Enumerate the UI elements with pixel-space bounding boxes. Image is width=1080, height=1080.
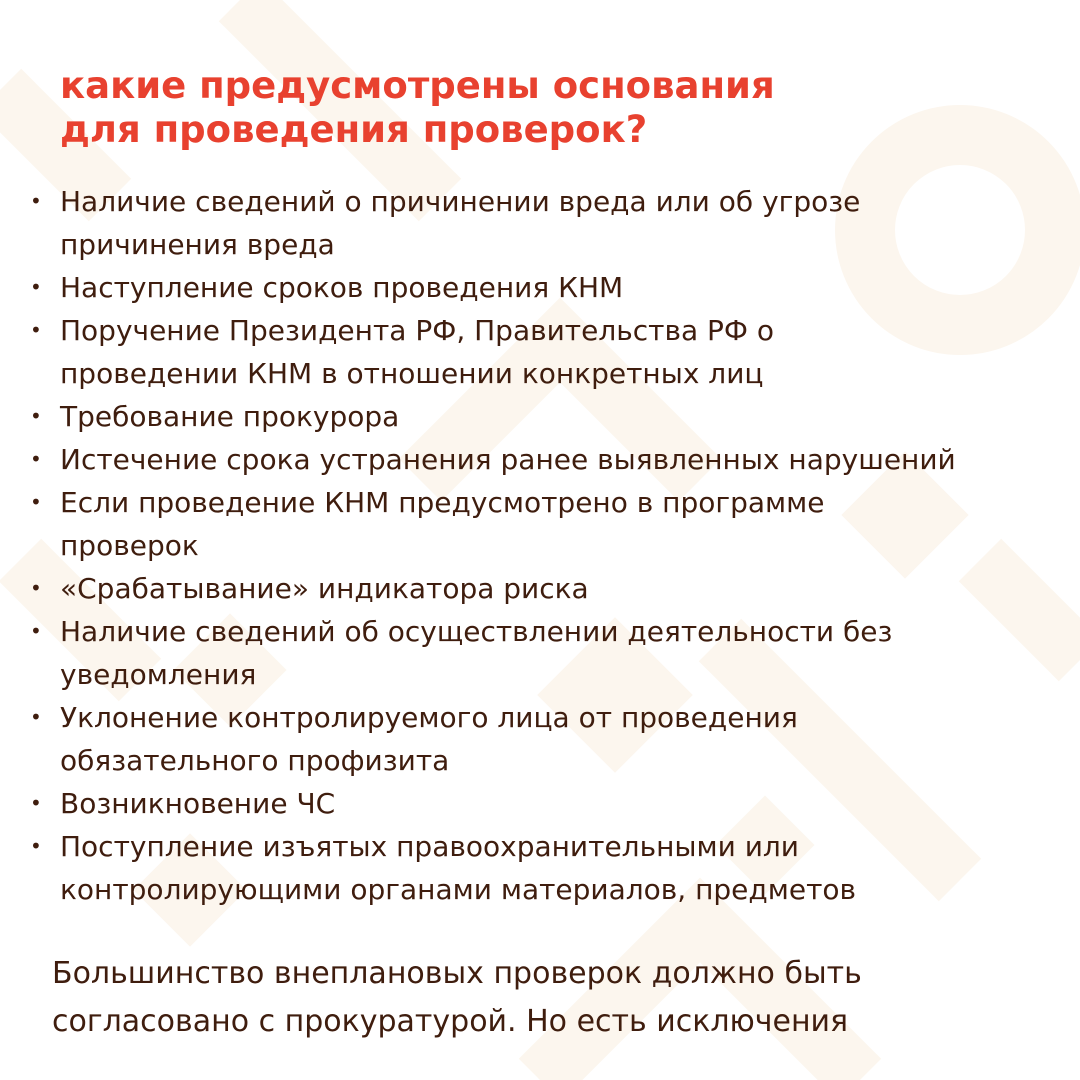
bullet-icon: • bbox=[30, 275, 42, 299]
list-item bbox=[0, 567, 1060, 610]
list-item-text: Наступление сроков проведения КНМ bbox=[60, 271, 624, 304]
list-item-text: Если проведение КНМ предусмотрено в программе bbox=[60, 486, 825, 519]
list-item-text: контролирующими органами материалов, предметов bbox=[60, 873, 857, 906]
list-item bbox=[0, 395, 1060, 438]
list-item bbox=[0, 481, 1060, 567]
list-item-text: «Срабатывание» индикатора риска bbox=[60, 572, 589, 605]
bullet-icon: • bbox=[30, 791, 42, 815]
bullet-icon: • bbox=[30, 447, 42, 471]
list-item-text: Поступление изъятых правоохранительными или bbox=[60, 830, 799, 863]
title-line: какие предусмотрены основания bbox=[60, 64, 775, 107]
list-item bbox=[0, 782, 1060, 825]
list-item-text: Требование прокурора bbox=[60, 400, 400, 433]
bullet-icon: • bbox=[30, 490, 42, 514]
list-item bbox=[0, 825, 1060, 911]
list-item-text: уведомления bbox=[60, 658, 257, 691]
footer-line: Большинство внеплановых проверок должно быть bbox=[52, 956, 862, 991]
list-item-text: Наличие сведений о причинении вреда или об угрозе bbox=[60, 185, 861, 218]
list-item bbox=[0, 610, 1060, 696]
title-line: для проведения проверок? bbox=[60, 108, 648, 151]
bullet-icon: • bbox=[30, 318, 42, 342]
list-item-text: проверок bbox=[60, 529, 199, 562]
footer-note bbox=[52, 950, 1052, 1046]
list-item-text: Истечение срока устранения ранее выявленных нарушений bbox=[60, 443, 956, 476]
list-item-text: причинения вреда bbox=[60, 228, 335, 261]
list-item-text: проведении КНМ в отношении конкретных лиц bbox=[60, 357, 764, 390]
page-title bbox=[60, 64, 1020, 152]
bullet-icon: • bbox=[30, 576, 42, 600]
list-item-text: Наличие сведений об осуществлении деятельности без bbox=[60, 615, 893, 648]
bullet-icon: • bbox=[30, 705, 42, 729]
footer-line: согласовано с прокуратурой. Но есть исключения bbox=[52, 1004, 849, 1039]
grounds-list bbox=[0, 180, 1060, 911]
list-item-text: Поручение Президента РФ, Правительства РФ о bbox=[60, 314, 775, 347]
list-item bbox=[0, 309, 1060, 395]
list-item bbox=[0, 180, 1060, 266]
bullet-icon: • bbox=[30, 189, 42, 213]
bullet-icon: • bbox=[30, 834, 42, 858]
list-item bbox=[0, 266, 1060, 309]
list-item-text: Уклонение контролируемого лица от проведения bbox=[60, 701, 798, 734]
list-item-text: обязательного профизита bbox=[60, 744, 450, 777]
bullet-icon: • bbox=[30, 404, 42, 428]
list-item-text: Возникновение ЧС bbox=[60, 787, 336, 820]
list-item bbox=[0, 696, 1060, 782]
list-item bbox=[0, 438, 1060, 481]
bullet-icon: • bbox=[30, 619, 42, 643]
